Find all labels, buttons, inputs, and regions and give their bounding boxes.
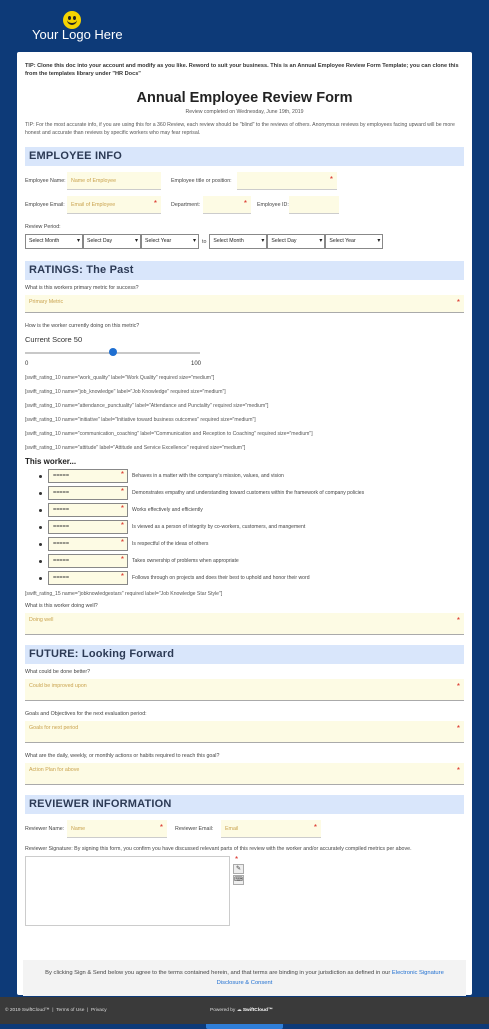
trait-rating-select[interactable]: ===== *	[48, 554, 128, 568]
goals-question: Goals and Objectives for the next evaluation period:	[25, 711, 147, 717]
trait-text: Is respectful of the ideas of others	[132, 541, 209, 547]
section-reviewer: REVIEWER INFORMATION	[25, 795, 464, 814]
trait-item	[25, 469, 464, 483]
shortcode-communication: [swift_rating_10 name="communication_coaching" label="Communication and Reception to Coaching" required size="medium"]	[25, 431, 313, 437]
tip-clone: TIP: Clone this doc into your account and modify as you like. Reword to suit your business. This is an Annual Employee Review Form Template; you can clone this from the templates library under "HR Docs"	[25, 63, 459, 77]
trait-item	[25, 486, 464, 500]
page-header	[0, 0, 489, 50]
section-ratings: RATINGS: The Past	[25, 261, 464, 280]
keyboard-icon[interactable]: ⌨	[234, 877, 243, 883]
department-input[interactable]	[203, 196, 251, 214]
footer-copyright: © 2019 SwiftCloud™	[5, 1008, 50, 1013]
employee-title-input[interactable]	[237, 172, 337, 190]
trait-rating-select[interactable]: ===== *	[48, 469, 128, 483]
improve-input[interactable]: Could be improved upon *	[25, 679, 464, 701]
shortcode-work-quality: [swift_rating_10 name="work_quality" label="Work Quality" required size="medium"]	[25, 375, 215, 381]
end-day-select[interactable]: Select Day ▾	[267, 234, 325, 249]
esign-disclosure-link[interactable]: Electronic Signature Disclosure & Consent	[216, 970, 444, 986]
doing-well-question: What is this worker doing well?	[25, 603, 98, 609]
trait-text: Takes ownership of problems when appropriate	[132, 558, 239, 564]
consent-text: By clicking Sign & Send below you agree to the terms contained herein, and that terms are binding in your jurisdiction as defined in our	[45, 970, 391, 976]
department-label: Department:	[171, 202, 201, 208]
trait-text: Demonstrates empathy and understanding toward customers within the framework of company policies	[132, 490, 365, 496]
signature-pad[interactable]	[25, 855, 243, 926]
reviewer-name-input[interactable]: Name *	[67, 820, 167, 838]
employee-title-label: Employee title or position:	[171, 178, 232, 184]
tip-360: TIP: For the most accurate info, if you are using this for a 360 Review, each review should be "blind" to the reviews of others. Anonymous reviews by employees facing upward will be more honest and accurate than reviews by specific workers who may fear reprisal.	[25, 122, 455, 136]
pencil-icon[interactable]: ✎	[233, 864, 244, 874]
reviewer-email-label: Reviewer Email:	[175, 826, 214, 832]
terms-link[interactable]: Terms of Use	[56, 1008, 85, 1013]
shortcode-initiative: [swift_rating_10 name="initiative" label="Initiative toward business outcomes" required size="medium"]	[25, 417, 256, 423]
trait-rating-select[interactable]: ===== *	[48, 503, 128, 517]
doing-well-input[interactable]: Doing well *	[25, 613, 464, 635]
employee-name-label: Employee Name:	[25, 178, 66, 184]
doing-question: How is the worker currently doing on this metric?	[25, 323, 140, 329]
trait-item	[25, 503, 464, 517]
consent-box	[23, 960, 466, 996]
section-future: FUTURE: Looking Forward	[25, 645, 464, 664]
review-form	[17, 52, 472, 995]
bullet-icon	[39, 492, 42, 495]
trait-text: Follows through on projects and does their best to uphold and honor their word	[132, 575, 310, 581]
action-plan-input[interactable]: Action Plan for above *	[25, 763, 464, 785]
primary-metric-input[interactable]: Primary Metric *	[25, 295, 464, 313]
start-day-select[interactable]: Select Day ▾	[83, 234, 141, 249]
metric-question: What is this workers primary metric for success?	[25, 285, 139, 291]
slider-thumb[interactable]	[109, 348, 117, 356]
employee-name-input[interactable]: Name of Employee	[67, 172, 161, 190]
bullet-icon	[39, 560, 42, 563]
end-month-select[interactable]: Select Month ▾	[209, 234, 267, 249]
period-to-label: to	[202, 238, 207, 245]
page-title: Annual Employee Review Form	[136, 90, 353, 106]
employee-id-label: Employee ID:	[257, 202, 289, 208]
bullet-icon	[39, 526, 42, 529]
trait-text: Behaves in a matter with the company's mission, values, and vision	[132, 473, 284, 479]
cloud-icon: ☁	[236, 1008, 242, 1013]
actions-question: What are the daily, weekly, or monthly actions or habits required to reach this goal?	[25, 753, 220, 759]
signature-required-mark: *	[235, 855, 239, 864]
start-month-select[interactable]: Select Month ▾	[25, 234, 83, 249]
trait-text: Is viewed as a person of integrity by co-workers, customers, and mangement	[132, 524, 306, 530]
current-score-label: Current Score 50	[25, 335, 83, 344]
trait-text: Works effectively and efficiently	[132, 507, 203, 513]
better-question: What could be done better?	[25, 669, 91, 675]
slider-max: 100	[190, 361, 201, 367]
trait-item	[25, 554, 464, 568]
score-slider[interactable]	[25, 348, 200, 358]
section-employee-info: EMPLOYEE INFO	[25, 147, 464, 166]
employee-id-input[interactable]	[289, 196, 339, 214]
trait-rating-select[interactable]: ===== *	[48, 520, 128, 534]
shortcode-stars: [swift_rating_15 name="jobknowledgestars" required label="Job Knowledge Star Style"]	[25, 591, 223, 597]
reviewer-name-label: Reviewer Name:	[25, 826, 65, 832]
powered-by-text: Powered by	[210, 1008, 236, 1013]
this-worker-heading: This worker...	[25, 457, 77, 466]
shortcode-attendance: [swift_rating_10 name="attendance_punctuality" label="Attendance and Punctality" required size="medium"]	[25, 403, 269, 409]
bullet-icon	[39, 577, 42, 580]
slider-min: 0	[25, 361, 29, 367]
trait-rating-select[interactable]: ===== *	[48, 537, 128, 551]
start-year-select[interactable]: Select Year ▾	[141, 234, 199, 249]
page-footer: © 2019 SwiftCloud™ | Terms of Use | Privacy Powered by ☁ SwiftCloud™	[0, 997, 489, 1024]
end-year-select[interactable]: Select Year ▾	[325, 234, 383, 249]
employee-email-label: Employee Email:	[25, 202, 65, 208]
trait-rating-select[interactable]: ===== *	[48, 486, 128, 500]
footer-brand[interactable]: SwiftCloud™	[242, 1008, 273, 1013]
signature-text: Reviewer Signature: By signing this form, you confirm you have discussed relevant parts of this review with the worker and/or accurately compiled metrics per above.	[25, 846, 412, 852]
review-period-label: Review Period:	[25, 224, 61, 230]
bullet-icon	[39, 475, 42, 478]
trait-item	[25, 537, 464, 551]
trait-rating-select[interactable]: ===== *	[48, 571, 128, 585]
reviewer-email-input[interactable]: Email *	[221, 820, 321, 838]
logo-text: Your Logo Here	[32, 27, 123, 42]
trait-item	[25, 520, 464, 534]
completed-date: Review completed on Wednesday, June 19th, 2019	[185, 109, 304, 115]
bullet-icon	[39, 509, 42, 512]
shortcode-attitude: [swift_rating_10 name="attitude" label="Attitude and Service Excellence" required size="medium"]	[25, 445, 246, 451]
employee-email-input[interactable]: Email of Employee *	[67, 196, 161, 214]
bullet-icon	[39, 543, 42, 546]
goals-input[interactable]: Goals for next period *	[25, 721, 464, 743]
privacy-link[interactable]: Privacy	[90, 1008, 107, 1013]
shortcode-job-knowledge: [swift_rating_10 name="job_knowledge" label="Job Knowledge" required size="medium"]	[25, 389, 226, 395]
trait-item	[25, 571, 464, 585]
